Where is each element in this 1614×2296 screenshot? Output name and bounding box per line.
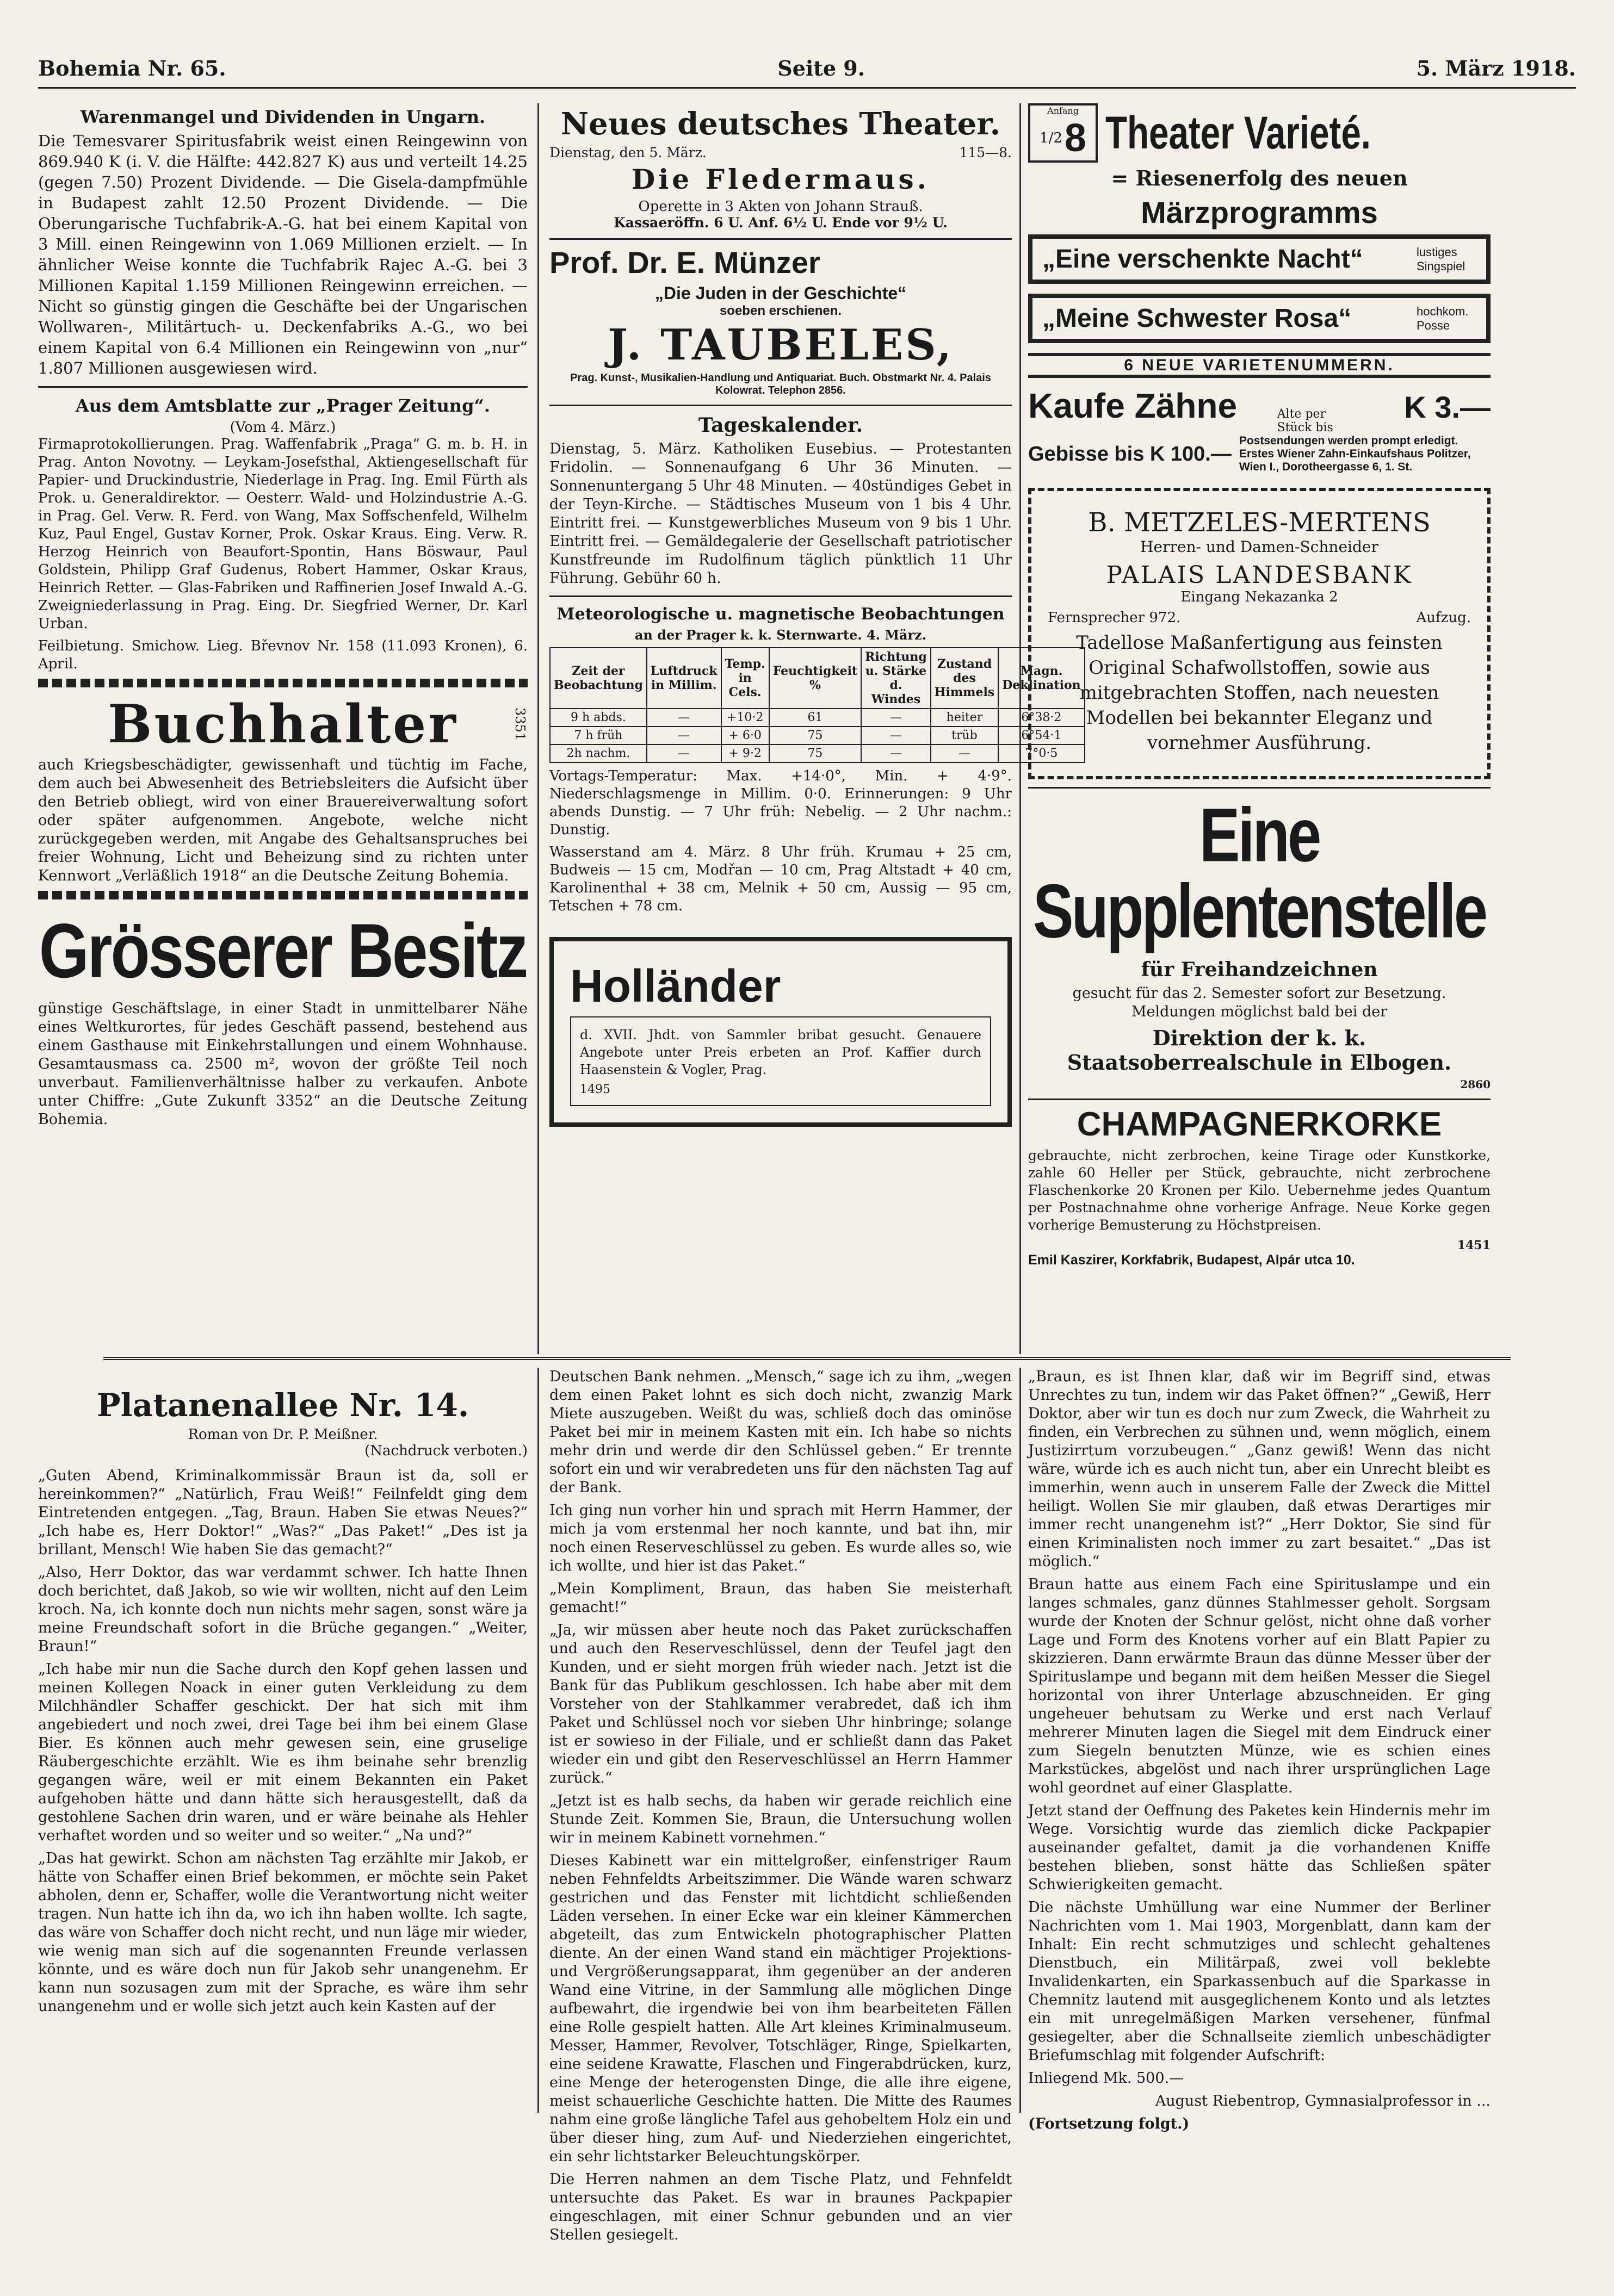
variete-footer: 6 NEUE VARIETENUMMERN. [1028, 353, 1491, 378]
divider [1028, 787, 1491, 789]
article-title: Aus dem Amtsblatte zur „Prager Zeitung“. [75, 395, 491, 416]
supplent-title: Eine Supplentenstelle [1032, 792, 1486, 954]
divider [38, 386, 528, 388]
article-body: Firmaprotokollierungen. Prag. Waffenfabrik „Praga“ G. m. b. H. in Prag. Anton Novotny. — Leykam-Josefsthal, Aktiengesellschaft für Papier- und Druckindustrie, Niederlage in Prag. Ing. Emil Fürth als Prok. u. Generaldirektor. — Oesterr. Wald- und Holzindustrie A.-G. in Prag. Gel. Verw. R. Ferd. von Wang, Max Soffschenfeld, Wilhelm Kuz, Paul Engel, Gustav Korner, Prok. Oskar Kraus. Eing. Verw. R. Herzog Heinrich von Beaufort-Spontin, Hans Böswaur, Paul Goldstein, Philipp Graf Gudenus, Robert Hammer, Oskar Kraus, Heinrich Retter. — Glas-Fabriken und Raffinerien Josef Inwald A.-G. Zweigniederlassung in Prag. Eing. Dr. Siegfried Werner, Dr. Karl Urban. [38, 436, 528, 632]
supplent-sub: für Freihandzeichnen [1141, 958, 1378, 981]
weather-cell: 7 h früh [550, 727, 647, 744]
weather-header-cell: Magn. Deklination [998, 648, 1084, 709]
metzeles-phone: Fernsprecher 972. [1048, 610, 1181, 626]
ad-body: d. XVII. Jhdt. von Sammler bribat gesucht. Genauere Angebote unter Preis erbeten an Prof. Kaffier durch Haasenstein & Vogler, Prag. [580, 1027, 981, 1077]
feuilleton-rule [103, 1357, 1511, 1360]
story-column-1 [38, 1368, 528, 2020]
weather-cell: — [647, 709, 721, 727]
weather-row [550, 744, 1085, 762]
page-number: Seite 9. [777, 55, 865, 80]
issue-date: 5. März 1918. [1416, 55, 1576, 80]
variete-sub: = Riesenerfolg des neuen [1111, 166, 1408, 190]
story-paragraph: Inliegend Mk. 500.— [1028, 2070, 1184, 2087]
zaehne-price: K 3.— [1404, 390, 1491, 424]
calendar-title: Tageskalender. [698, 414, 863, 437]
column-left [38, 103, 528, 1133]
story-paragraph: Dieses Kabinett war ein mittelgroßer, einfenstriger Raum neben Fehnfeldts Arbeitszimmer. Die Wände waren schwarz gestrichen und das Fenster mit lichtdicht schließenden Läden versehen. In einer Ecke war ein kleiner Kämmerchen abgeteilt, das zum Entwickeln photographischer Platten diente. An der einen Wand stand ein mächtiger Projektions- und Vergrößerungsapparat, ihm gegenüber an der anderen Wand eine Vitrine, in der Sammlung alle möglichen Dinge aufbewahrt, die irgendwie bei von ihm bearbeiteten Fällen eine Rolle gespielt hatten. Alle Art kleines Kriminalmuseum. Messer, Hammer, Revolver, Totschläger, Ringe, Spielkarten, eine seidene Krawatte, Flaschen und Fingerabdrücken, kurz, eine Menge der heterogensten Dinge, die alle ihre eigene, meist schauerliche Geschichte hatten. Die Mitte des Raumes nahm eine große längliche Tafel aus gehobeltem Holz ein und über dieser hing, zum Auf- und Niederziehen eingerichtet, ein sehr lichtstarker Beleuchtungskörper. [549, 1852, 1012, 2165]
weather-header-cell: Luftdruck in Millim. [647, 648, 721, 709]
article-body: Feilbietung. Smichow. Lieg. Břevnov Nr. 158 (11.093 Kronen), 6. April. [38, 638, 528, 672]
variete-time-box [1028, 103, 1098, 163]
weather-header-cell: Zeit der Beobachtung [550, 648, 647, 709]
weather-cell: 6°38·2 [998, 709, 1084, 727]
champ-footer: Emil Kaszirer, Korkfabrik, Budapest, Alpár utca 10. [1028, 1252, 1355, 1268]
story-paragraph: „Ja, wir müssen aber heute noch das Paket zurückschaffen und auch den Reserveschlüssel, denn der Teufel jagt den Kunden, und er sieht morgen früh wieder nach. Jetzt ist die Bank für das Publikum geschlossen. Ich habe aber mit dem Vorsteher von der Stahlkammer verabredet, daß ich ihm Paket und Schlüssel noch vor sieben Uhr hinbringe; solange ist er sowieso in der Filiale, und er schließt dann das Paket wieder ein und gibt den Reserveschlüssel an Herrn Hammer zurück.“ [549, 1622, 1012, 1786]
story-paragraph: „Also, Herr Doktor, das war verdammt schwer. Ich hatte Ihnen doch berichtet, daß Jakob, so wie wir wollten, nicht auf den Leim kroch. Na, ich konnte doch nun nichts mehr sagen, sonst wäre ja meine Freundschaft sofort in die Brüche gegangen.“ „Weiter, Braun!“ [38, 1564, 528, 1655]
story-paragraph: „Ich habe mir nun die Sache durch den Kopf gehen lassen und meinen Kollegen Noack in einer guten Verkleidung zu dem Milchhändler Schaffer geschickt. Der hat sich mit ihm angebiedert und noch zwei, drei Tage bei ihm bei einem Glase Bier. Es können auch mehr gewesen sein, eine gruselige Räubergeschichte erzählt. Wie es ihm beinahe sehr brenzlig gegangen wäre, weil er mit einem Bekannten ein Paket aufgehoben hätte und dann hätte sich herausgestellt, daß da gestohlene Sachen drin waren, und er wäre beinahe als Hehler verhaftet worden und so weiter und so weiter.“ „Na und?“ [38, 1661, 528, 1844]
weather-cell: + 9·2 [721, 744, 769, 762]
taubeles-address: Prag. Kunst-, Musikalien-Handlung und Antiquariat. Buch. Obstmarkt Nr. 4. Palais Kolowrat. Telephon 2856. [570, 372, 991, 396]
divider [549, 595, 1012, 597]
weather-cell: trüb [931, 727, 998, 744]
theater-play: Die Fledermaus. [631, 163, 930, 195]
theater-desc: Operette in 3 Akten von Johann Strauß. [638, 198, 923, 215]
ad-title-buchhalter: Buchhalter [108, 693, 458, 755]
story-note: (Nachdruck verboten.) [364, 1443, 528, 1459]
weather-cell: — [861, 727, 931, 744]
theater-number: 115—8. [959, 145, 1012, 160]
metzeles-entrance: Eingang Nekazanka 2 [1180, 589, 1338, 605]
ad-number: 1451 [1457, 1238, 1491, 1252]
story-paragraph: „Mein Kompliment, Braun, das haben Sie meisterhaft gemacht!“ [549, 1580, 1012, 1616]
ad-number: 3351 [512, 708, 528, 741]
weather-cell: — [861, 744, 931, 762]
story-paragraph: Braun hatte aus einem Fach eine Spirituslampe und ein langes schmales, ganz dünnes Stahlmesser geholt. Sorgsam wurde der Knoten der Schnur gelöst, nicht ohne daß vorher Lage und Form des Knotens vorher auf ein Blatt Papier zu skizzieren. Dann erwärmte Braun das dünne Messer über der Spirituslampe und begann mit dem heißen Messer die Siegel horizontal von ihrer Unterlage abzuschneiden. Er ging ungeheuer behutsam zu Werke und erst nach Verlauf mehrerer Minuten lagen die Siegel mit dem Eindruck einer zum Siegeln benutzten Münze, wie es schien eines Markstückes, abgelöst und nach ihrer ursprünglichen Lage wohl geordnet auf einer Glasplatte. [1028, 1576, 1491, 1796]
weather-cell: +10·2 [721, 709, 769, 727]
ornament-border [38, 891, 528, 899]
story-column-3 [1028, 1368, 1491, 2138]
weather-cell: — [931, 744, 998, 762]
weather-cell: 6°54·1 [998, 727, 1084, 744]
weather-cell: heiter [931, 709, 998, 727]
weather-header-cell: Temp. in Cels. [721, 648, 769, 709]
muenzer-name: Prof. Dr. E. Münzer [549, 245, 820, 280]
weather-cell: 2h nachm. [550, 744, 647, 762]
champ-text: gebrauchte, nicht zerbrochen, keine Tirage oder Kunstkorke, zahle 60 Heller per Stück, gebrauchte, nicht zerbrochene Flaschenkorke 20 Kronen per Kilo. Uebernehme jedes Quantum per Postnachnahme ohne vorherige Anfrage. Neue Korke gegen vorherige Bemusterung zu Höchstpreisen. [1028, 1147, 1491, 1233]
play-note: hochkom. Posse [1417, 304, 1469, 332]
page-header [38, 49, 1576, 89]
supplent-text: gesucht für das 2. Semester sofort zur Besetzung. Meldungen möglichst bald bei der [1072, 985, 1446, 1020]
ad-body: auch Kriegsbeschädigter, gewissenhaft und tüchtig im Fache, dem auch bei Abwesenheit des Betriebsleiters die Aufsicht über den Betrieb obliegt, wird von einer Brauereiverwaltung sofort oder später aufgenommen. Angebote, welche nicht zurückgegeben werden, mit Angabe des Gehaltsanspruches bei freier Wohnung, Licht und Beheizung sind zu richten unter Kennwort „Verläßlich 1918“ an die Deutsche Zeitung Bohemia. [38, 756, 528, 884]
article-title: Warenmangel und Dividenden in Ungarn. [80, 107, 486, 127]
story-paragraph: „Jetzt ist es halb sechs, da haben wir gerade reichlich eine Stunde Zeit. Kommen Sie, Braun, die Untersuchung wollen wir in meinem Kabinett vornehmen.“ [549, 1792, 1012, 1846]
story-paragraph: Die Herren nahmen an dem Tische Platz, und Fehnfeldt untersuchte das Paket. Es war in braunes Packpapier eingeschlagen, mit einer Schnur gebunden und an vier Stellen gesiegelt. [549, 2171, 1012, 2243]
gebisse-note: Postsendungen werden prompt erledigt. Erstes Wiener Zahn-Einkaufshaus Politzer, Wien I., Dorotheergasse 6, 1. St. [1239, 435, 1471, 473]
weather-header-cell: Zustand des Himmels [931, 648, 998, 709]
weather-header-cell: Feuchtigkeit % [769, 648, 861, 709]
water-levels: Wasserstand am 4. März. 8 Uhr früh. Krumau + 25 cm, Budweis — 15 cm, Modřan — 10 cm, Prag Altstadt + 40 cm, Karolinenthal + 38 cm, Melnik + 50 cm, Aussig — 95 cm, Tetschen + 78 cm. [549, 844, 1012, 914]
weather-title: Meteorologische u. magnetische Beobachtungen [556, 605, 1005, 624]
divider [549, 405, 1012, 406]
theater-title: Neues deutsches Theater. [560, 106, 1001, 142]
story-paragraph: Jetzt stand der Oeffnung des Paketes kein Hindernis mehr im Wege. Vorsichtig wurde das ziemlich dicke Packpapier auseinander gefaltet, damit ja die vorhandenen Kniffe bestehen blieben, sonst hätte das Schließen später Schwierigkeiten gemacht. [1028, 1802, 1491, 1893]
theater-date: Dienstag, den 5. März. [549, 145, 707, 160]
metzeles-sub: Herren- und Damen-Schneider [1140, 538, 1378, 556]
taubeles-name: J. TAUBELES, [608, 320, 954, 370]
zaehne-text: Alte per Stück bis [1277, 407, 1333, 435]
story-paragraph: August Riebentrop, Gymnasialprofessor in ... [1155, 2093, 1491, 2109]
weather-header-cell: Richtung u. Stärke d. Windes [861, 648, 931, 709]
theater-times: Kassaeröffn. 6 U. Anf. 6½ U. Ende vor 9½ U. [614, 215, 948, 231]
metzeles-lift: Aufzug. [1416, 610, 1471, 626]
variete-play2 [1028, 294, 1491, 343]
story-column-2 [549, 1368, 1012, 2249]
variete-march: Märzprogramms [1141, 195, 1378, 229]
ornament-border [38, 679, 528, 687]
weather-cell: + 6·0 [721, 727, 769, 744]
story-paragraph: „Guten Abend, Kriminalkommissär Braun ist da, soll er hereinkommen?“ „Natürlich, Frau Weiß!“ Feilnfeldt ging dem Eintretenden entgegen. „Tag, Braun. Haben Sie etwas Neues?“ „Ich habe es, Herr Doktor!“ „Was?“ „Das Paket!“ „Des ist ja brillant, Mensch! Wie haben Sie das gemacht?“ [38, 1467, 528, 1558]
divider [1028, 1099, 1491, 1100]
ad-title-besitz: Grösserer Besitz [39, 908, 527, 995]
ad-number: 2860 [1460, 1078, 1491, 1091]
ad-metzeles [1028, 488, 1491, 779]
article-subtitle: (Vom 4. März.) [230, 419, 336, 436]
variete-hour: 8 [1064, 116, 1086, 160]
weather-notes: Vortags-Temperatur: Max. +14·0°, Min. + 4·9°. Niederschlagsmenge in Millim. 0·0. Erinnerungen: 9 Uhr abends Dunstig. — 7 Uhr früh: Nebelig. — 2 Uhr nachm.: Dunstig. [549, 768, 1012, 838]
metzeles-text: Tadellose Maßanfertigung aus feinsten Original Schafwollstoffen, sowie aus mitgebrachten Stoffen, nach neuesten Modellen bei bekannter Eleganz und vornehmer Ausführung. [1076, 632, 1443, 754]
weather-cell: 61 [769, 709, 861, 727]
play-note: lustiges Singspiel [1417, 245, 1465, 273]
story-paragraph: Deutschen Bank nehmen. „Mensch,“ sage ich zu ihm, „wegen dem einen Paket lohnt es sich doch nicht, zwanzig Mark Miete auszugeben. Weißt du was, schließ doch das ominöse Paket bei mir in meinem Kasten mit ein. Ich habe so nichts mehr drin und werde dir den Schlüssel geben.“ Er trennte sofort ein und wir verabredeten uns für den nächsten Tag auf der Bank. [549, 1368, 1012, 1496]
paper-name: Bohemia Nr. 65. [38, 55, 226, 80]
calendar-body: Dienstag, 5. März. Katholiken Eusebius. — Protestanten Fridolin. — Sonnenaufgang 6 Uhr 36 Minuten. — Sonnenuntergang 5 Uhr 48 Minuten. — 40stündiges Gebet in der Teyn-Kirche. — Städtisches Museum von 1 bis 4 Uhr. Eintritt frei. — Kunstgewerbliches Museum von 9 bis 1 Uhr. Eintritt frei. — Gemäldegalerie der Gesellschaft patriotischer Kunstfreunde im Rudolfinum täglich pünktlich 11 Uhr Führung. Gebühr 60 h. [549, 440, 1012, 587]
weather-row [550, 727, 1085, 744]
story-continued: (Fortsetzung folgt.) [1028, 2115, 1190, 2132]
weather-cell: 75 [769, 727, 861, 744]
story-paragraph: „Das hat gewirkt. Schon am nächsten Tag erzählte mir Jakob, er hätte von Schaffer einen Brief bekommen, er möchte sein Paket abholen, denn er, Schaffer, wolle die Verantwortung nicht weiter tragen. Nun hatte ich ihn da, wo ich ihn haben wollte. Ich sagte, das wäre von Schaffer doch nicht recht, und nun läge mir wieder, wie wenig man sich auf die sogenannten Freunde verlassen könnte, und es wäre doch nun für Jakob sehr unangenehm. Er kann nun sozusagen zum mit der Sprache, es wäre ihm sehr unangenehm und er wolle sich jetzt auch kein Kasten auf der [38, 1850, 528, 2015]
variete-title: Theater Varieté. [1105, 107, 1371, 158]
ad-body: günstige Geschäftslage, in einer Stadt in unmittelbarer Nähe eines Weltkurortes, für jedes Geschäft passend, bestehend aus einem Gasthause mit Einkehrstallungen und einem Wohnhause. Gesamtausmass ca. 2500 m², wovon der größte Teil noch unverbaut. Familienverhältnisse halber zu verkaufen. Anbote unter Chiffre: „Gute Zukunft 3352“ an die Deutsche Zeitung Bohemia. [38, 1000, 528, 1128]
column-right [1028, 103, 1491, 1268]
column-rule [537, 1368, 539, 2113]
ad-number: 1495 [580, 1083, 610, 1096]
ad-title-hollaender: Holländer [570, 960, 781, 1012]
divider [549, 238, 1012, 240]
play-title: „Meine Schwester Rosa“ [1042, 304, 1352, 333]
ad-hollaender [549, 937, 1012, 1127]
article-body: Die Temesvarer Spiritusfabrik weist einen Reingewinn von 869.940 K (i. V. die Hälfte: 442.827 K) aus und verteilt 14.25 (gegen 7.50) Prozent Dividende. — Die Gisela-dampfmühle in Budapest zahlt 12.50 Prozent Dividende. — Die Oberungarische Tuchfabrik-A.-G. hat bei einem Kapital von 3 Mill. einen Reingewinn von 1.069 Millionen erzielt. — In ähnlicher Weise konnte die Tuchfabrik Rajec A.-G. bei 3 Millionen Kapital 1.159 Millionen Reingewinn erreichen. — Nicht so günstig gingen die Geschäfte bei der Ungarischen Wollwaren-, Militärtuch- u. Deckenfabriks A.-G., wo bei einem Kapital von 6.4 Millionen ein Reingewinn von „nur“ 1.807 Millionen ausgewiesen wird. [38, 132, 528, 377]
story-title: Platanenallee Nr. 14. [96, 1387, 469, 1424]
column-rule [537, 103, 539, 1354]
column-rule [1019, 1368, 1021, 2113]
weather-cell: 7°0·5 [998, 744, 1084, 762]
play-title: „Eine verschenkte Nacht“ [1042, 245, 1363, 274]
weather-cell: — [861, 709, 931, 727]
variete-play1 [1028, 234, 1491, 284]
variete-fraction: 1/2 [1040, 130, 1062, 146]
champ-title: CHAMPAGNERKORKE [1077, 1106, 1442, 1143]
story-paragraph: Die nächste Umhüllung war eine Nummer der Berliner Nachrichten vom 1. Mai 1903, Morgenblatt, dann kam der Inhalt: Ein recht schmutziges und schlecht gehaltenes Dienstbuch, ein Militärpaß, zwei voll beklebte Invalidenkarten, ein Sparkassenbuch auf die Sparkasse in Chemnitz lautend mit ausgeglichenem Konto und als letztes ein mit unregelmäßigen Marken versehener, fünfmal gesiegelter, aber die Schnallseite ziemlich unbeschädigter Briefumschlag mit folgender Aufschrift: [1028, 1899, 1491, 2064]
metzeles-palais: PALAIS LANDESBANK [1106, 561, 1413, 589]
weather-cell: 9 h abds. [550, 709, 647, 727]
weather-cell: 75 [769, 744, 861, 762]
supplent-direction: Direktion der k. k. Staatsoberrealschule in Elbogen. [1067, 1026, 1452, 1075]
weather-cell: — [647, 727, 721, 744]
weather-table [549, 647, 1085, 763]
story-author: Roman von Dr. P. Meißner. [188, 1426, 378, 1443]
story-paragraph: Ich ging nun vorher hin und sprach mit Herrn Hammer, der mich ja vom erstenmal her noch kannte, und bat ihn, mir noch einen Reserveschlüssel zu geben. Es wurde alles so, wie ich wollte, und hier ist das Paket.“ [549, 1502, 1012, 1574]
story-paragraph: „Braun, es ist Ihnen klar, daß wir im Begriff sind, etwas Unrechtes zu tun, indem wir das Paket öffnen?“ „Gewiß, Herr Doktor, aber wir tun es doch nur zum Zweck, die Wahrheit zu finden, ein Verbrechen zu sühnen und, wenn möglich, einem Justizirrtum vorzubeugen.“ „Ganz gewiß! Wenn das nicht wäre, würde ich es auch nicht tun, aber ein Unrecht bleibt es immerhin, wenn auch in unserem Falle der Zweck die Mittel heiligt. Wollen Sie mir glauben, daß etwas Derartiges mir immer recht unangenehm ist?“ „Herr Doktor, Sie sind für einen Kriminalisten noch immer zu zart besaitet.“ „Das ist möglich.“ [1028, 1368, 1491, 1570]
muenzer-book: „Die Juden in der Geschichte“ [654, 283, 907, 303]
weather-subtitle: an der Prager k. k. Sternwarte. 4. März. [634, 627, 927, 643]
zaehne-title: Kaufe Zähne [1028, 386, 1238, 425]
variete-start-label: Anfang [1047, 106, 1079, 116]
weather-row [550, 709, 1085, 727]
ad-variete [1028, 103, 1491, 163]
gebisse-title: Gebisse bis K 100.— [1028, 442, 1232, 466]
muenzer-note: soeben erschienen. [719, 303, 842, 318]
metzeles-name: B. METZELES-MERTENS [1088, 507, 1431, 538]
weather-cell: — [647, 744, 721, 762]
